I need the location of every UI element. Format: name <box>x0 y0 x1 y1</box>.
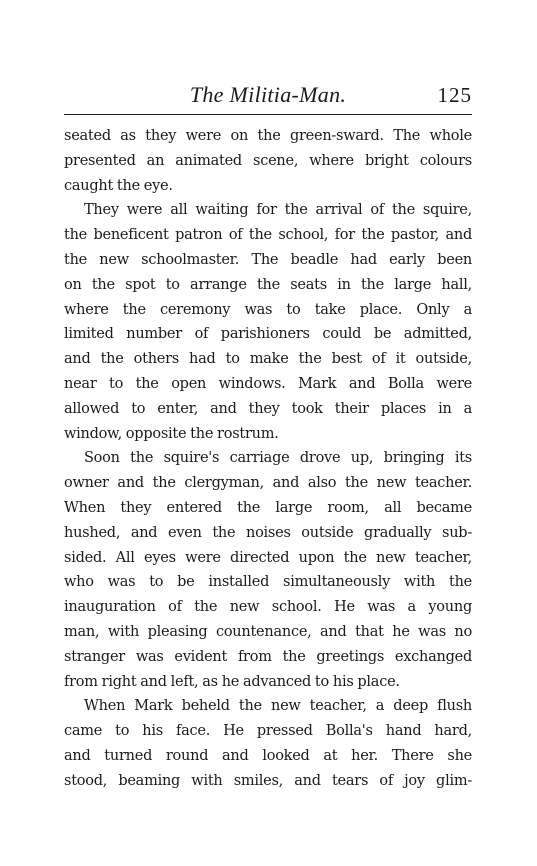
text-line: They were all waiting for the arrival of the squire, <box>84 202 472 219</box>
page-number: 125 <box>437 83 472 107</box>
text-line: stranger was evident from the greetings exchanged <box>64 648 472 665</box>
text-line: When Mark beheld the new teacher, a deep flush <box>84 698 472 715</box>
text-line: and the others had to make the best of it outside, <box>64 351 472 368</box>
text-line: window, opposite the rostrum. <box>64 425 279 442</box>
text-line: seated as they were on the green-sward. The whole <box>64 128 472 144</box>
body-text <box>64 124 472 794</box>
running-title: The Militia-Man. <box>189 82 347 107</box>
text-line: allowed to enter, and they took their places in a <box>64 400 472 417</box>
text-line: came to his face. He pressed Bolla's hand hard, <box>64 723 472 740</box>
text-line: man, with pleasing countenance, and that he was no <box>64 623 472 640</box>
text-line: Soon the squire's carriage drove up, bringing its <box>84 450 472 467</box>
text-line: on the spot to arrange the seats in the large hall, <box>64 276 472 293</box>
text-line: limited number of parishioners could be admitted, <box>64 326 472 343</box>
text-line: stood, beaming with smiles, and tears of joy glim- <box>64 772 472 789</box>
text-line: owner and the clergyman, and also the new teacher. <box>64 475 472 492</box>
running-head <box>64 82 472 112</box>
text-line: where the ceremony was to take place. Only a <box>64 301 472 318</box>
text-line: hushed, and even the noises outside gradually sub- <box>64 524 472 541</box>
text-line: caught the eye. <box>64 177 173 194</box>
text-line: the new schoolmaster. The beadle had early been <box>64 251 472 268</box>
text-line: who was to be installed simultaneously with the <box>64 574 472 591</box>
text-line: sided. All eyes were directed upon the new teacher, <box>64 549 472 566</box>
text-line: near to the open windows. Mark and Bolla were <box>64 375 472 392</box>
text-line: and turned round and looked at her. There she <box>64 747 472 764</box>
text-line: When they entered the large room, all became <box>64 499 472 516</box>
text-line: presented an animated scene, where bright colours <box>64 152 472 169</box>
header-rule <box>64 114 472 115</box>
text-line: from right and left, as he advanced to his place. <box>64 673 400 690</box>
text-line: inauguration of the new school. He was a young <box>64 599 472 616</box>
text-line: the beneficent patron of the school, for the pastor, and <box>64 227 472 244</box>
